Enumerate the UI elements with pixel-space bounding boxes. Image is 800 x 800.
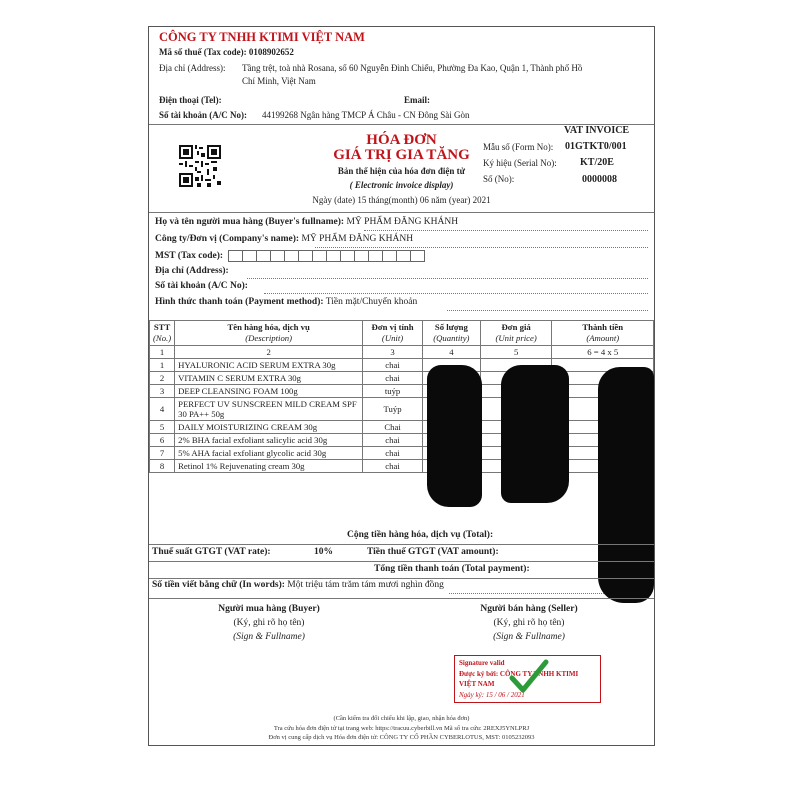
seller-address-line2: Chí Minh, Việt Nam	[242, 76, 316, 86]
buyer-payment-row	[155, 297, 417, 307]
serial-no-value: KT/20E	[580, 157, 614, 168]
invoice-title: HÓA ĐƠN	[366, 132, 437, 148]
seller-sign-title: Người bán hàng (Seller)	[480, 604, 578, 614]
row-unit: Chai	[363, 421, 423, 434]
signature-valid-text: Signature valid	[459, 659, 505, 667]
table-row	[150, 447, 654, 460]
redaction-mark	[427, 365, 482, 507]
row-no: 4	[150, 398, 175, 421]
form-no-value: 01GTKT0/001	[565, 141, 627, 152]
col-header-no: STT (No.)	[150, 321, 175, 346]
redaction-mark	[598, 367, 654, 603]
buyer-fullname-value: MỸ PHẨM ĐĂNG KHÁNH	[346, 217, 459, 227]
row-no: 2	[150, 372, 175, 385]
invoice-date: Ngày (date) 15 tháng(month) 06 năm (year) 2021	[312, 195, 491, 205]
row-unit: chai	[363, 434, 423, 447]
row-description: 5% AHA facial exfoliant glycolic acid 30g	[175, 447, 363, 460]
row-unit: chai	[363, 460, 423, 473]
table-row	[150, 372, 654, 385]
seller-email-label: Email:	[404, 95, 430, 105]
row-description: 2% BHA facial exfoliant salicylic acid 30g	[175, 434, 363, 447]
row-description: HYALURONIC ACID SERUM EXTRA 30g	[175, 359, 363, 372]
table-row	[150, 359, 654, 372]
dotted-line	[247, 278, 648, 279]
row-description: DEEP CLEANSING FOAM 100g	[175, 385, 363, 398]
buyer-tax-boxes	[229, 251, 425, 261]
redaction-mark	[501, 365, 569, 503]
table-header-row	[150, 321, 654, 346]
table-row	[150, 385, 654, 398]
row-unit: chai	[363, 372, 423, 385]
buyer-fullname-label: Họ và tên người mua hàng (Buyer's fullname):	[155, 217, 345, 227]
buyer-sign-title: Người mua hàng (Buyer)	[218, 604, 320, 614]
dotted-line	[449, 593, 604, 594]
vat-amount-label: Tiền thuế GTGT (VAT amount):	[367, 547, 499, 557]
row-unit: chai	[363, 447, 423, 460]
row-unit: Tuýp	[363, 398, 423, 421]
seller-account-label: Số tài khoản (A/C No):	[159, 110, 248, 120]
buyer-company-row	[155, 234, 413, 244]
row-description: DAILY MOISTURIZING CREAM 30g	[175, 421, 363, 434]
footer-note: (Cần kiểm tra đối chiếu khi lập, giao, nhận hóa đơn)	[333, 715, 470, 722]
in-words-label: Số tiền viết bằng chữ (In words):	[152, 580, 285, 590]
row-description: PERFECT UV SUNSCREEN MILD CREAM SPF 30 PA++ 50g	[175, 398, 363, 421]
invoice-no-value: 0000008	[582, 174, 617, 185]
row-no: 5	[150, 421, 175, 434]
buyer-account-label: Số tài khoản (A/C No):	[155, 281, 248, 291]
divider	[149, 544, 654, 545]
seller-sign-instruction-en: (Sign & Fullname)	[493, 632, 565, 642]
row-no: 8	[150, 460, 175, 473]
subtotal-label: Cộng tiền hàng hóa, dịch vụ (Total):	[347, 530, 494, 540]
invoice-no-label: Số (No):	[483, 174, 515, 184]
divider	[149, 598, 654, 599]
divider	[149, 561, 654, 562]
table-row	[150, 421, 654, 434]
table-row	[150, 460, 654, 473]
footer-lookup: Tra cứu hóa đơn điện tử tại trang web: https://tracuu.cyberbill.vn Mã số tra cứu: 2REXJ5YNLPRJ	[273, 725, 530, 732]
col-header-amount: Thành tiền (Amount)	[552, 321, 654, 346]
seller-tax-row	[159, 47, 294, 57]
seller-tax-code: 0108902652	[248, 47, 294, 57]
row-no: 3	[150, 385, 175, 398]
buyer-company-label: Công ty/Đơn vị (Company's name):	[155, 234, 300, 244]
invoice-title-sub: GIÁ TRỊ GIA TĂNG	[333, 147, 470, 163]
buyer-sign-instruction: (Ký, ghi rõ họ tên)	[233, 618, 305, 628]
divider	[149, 212, 654, 213]
electronic-display-note: Bản thể hiện của hóa đơn điện tử	[337, 166, 466, 176]
seller-account-value: 44199268 Ngân hàng TMCP Á Châu - CN Đông Sài Gòn	[262, 110, 470, 120]
buyer-sign-instruction-en: (Sign & Fullname)	[233, 632, 305, 642]
col-header-quantity: Số lượng (Quantity)	[422, 321, 480, 346]
col-header-unit-price: Đơn giá (Unit price)	[480, 321, 552, 346]
buyer-fullname-row	[155, 217, 458, 227]
row-description: Retinol 1% Rejuvenating cream 30g	[175, 460, 363, 473]
row-unit: tuýp	[363, 385, 423, 398]
amount-in-words-row	[152, 580, 444, 590]
seller-address-label: Địa chỉ (Address):	[159, 63, 226, 73]
dotted-line	[364, 230, 648, 231]
row-unit: chai	[363, 359, 423, 372]
total-payment-label: Tổng tiền thanh toán (Total payment):	[374, 564, 530, 574]
table-row	[150, 434, 654, 447]
footer-provider: Đơn vị cung cấp dịch vụ Hóa đơn điện tử: CÔNG TY CỔ PHẦN CYBERLOTUS, MST: 0105232093	[268, 734, 535, 741]
row-no: 1	[150, 359, 175, 372]
dotted-line	[315, 247, 648, 248]
form-no-label: Mẫu số (Form No):	[483, 142, 554, 152]
seller-address-line1: Tầng trệt, toà nhà Rosana, số 60 Nguyễn Đình Chiểu, Phường Đa Kao, Quận 1, Thành phố Hồ	[242, 63, 583, 73]
buyer-company-value: MỸ PHẨM ĐĂNG KHÁNH	[301, 234, 414, 244]
signed-by-text: Được ký bởi: CÔNG TY TNHH KTIMI	[459, 669, 579, 678]
seller-company-name: CÔNG TY TNHH KTIMI VIỆT NAM	[159, 30, 365, 44]
checkmark-icon	[509, 659, 549, 695]
signed-by-text-2: VIỆT NAM	[459, 680, 495, 688]
buyer-payment-label: Hình thức thanh toán (Payment method):	[155, 297, 324, 307]
row-description: VITAMIN C SERUM EXTRA 30g	[175, 372, 363, 385]
vat-rate-value: 10%	[314, 547, 333, 557]
seller-tax-label: Mã số thuế (Tax code):	[159, 47, 247, 57]
vat-rate-label: Thuế suất GTGT (VAT rate):	[152, 547, 271, 557]
seller-sign-instruction: (Ký, ghi rõ họ tên)	[493, 618, 565, 628]
vat-invoice-label: VAT INVOICE	[564, 125, 630, 136]
in-words-value: Một triệu tám trăm tám mươi nghìn đồng	[287, 580, 444, 590]
signed-date-text: Ngày ký: 15 / 06 / 2021	[459, 690, 525, 699]
table-row	[150, 398, 654, 421]
serial-no-label: Ký hiệu (Serial No):	[483, 158, 557, 168]
row-no: 6	[150, 434, 175, 447]
buyer-payment-value: Tiền mặt/Chuyển khoản	[325, 297, 418, 307]
dotted-line	[447, 310, 648, 311]
buyer-address-label: Địa chỉ (Address):	[155, 266, 229, 276]
seller-phone-label: Điện thoại (Tel):	[159, 95, 222, 105]
col-header-unit: Đơn vị tính (Unit)	[363, 321, 423, 346]
electronic-display-note-en: ( Electronic invoice display)	[349, 180, 454, 190]
buyer-tax-row	[155, 250, 425, 262]
row-no: 7	[150, 447, 175, 460]
dotted-line	[264, 293, 648, 294]
buyer-tax-label: MST (Tax code):	[155, 251, 224, 262]
items-table	[149, 320, 654, 473]
table-index-row: 1 2 3 4 5 6 = 4 x 5	[150, 346, 654, 359]
col-header-description: Tên hàng hóa, dịch vụ (Description)	[175, 321, 363, 346]
divider	[149, 578, 654, 579]
invoice-page	[148, 26, 655, 746]
